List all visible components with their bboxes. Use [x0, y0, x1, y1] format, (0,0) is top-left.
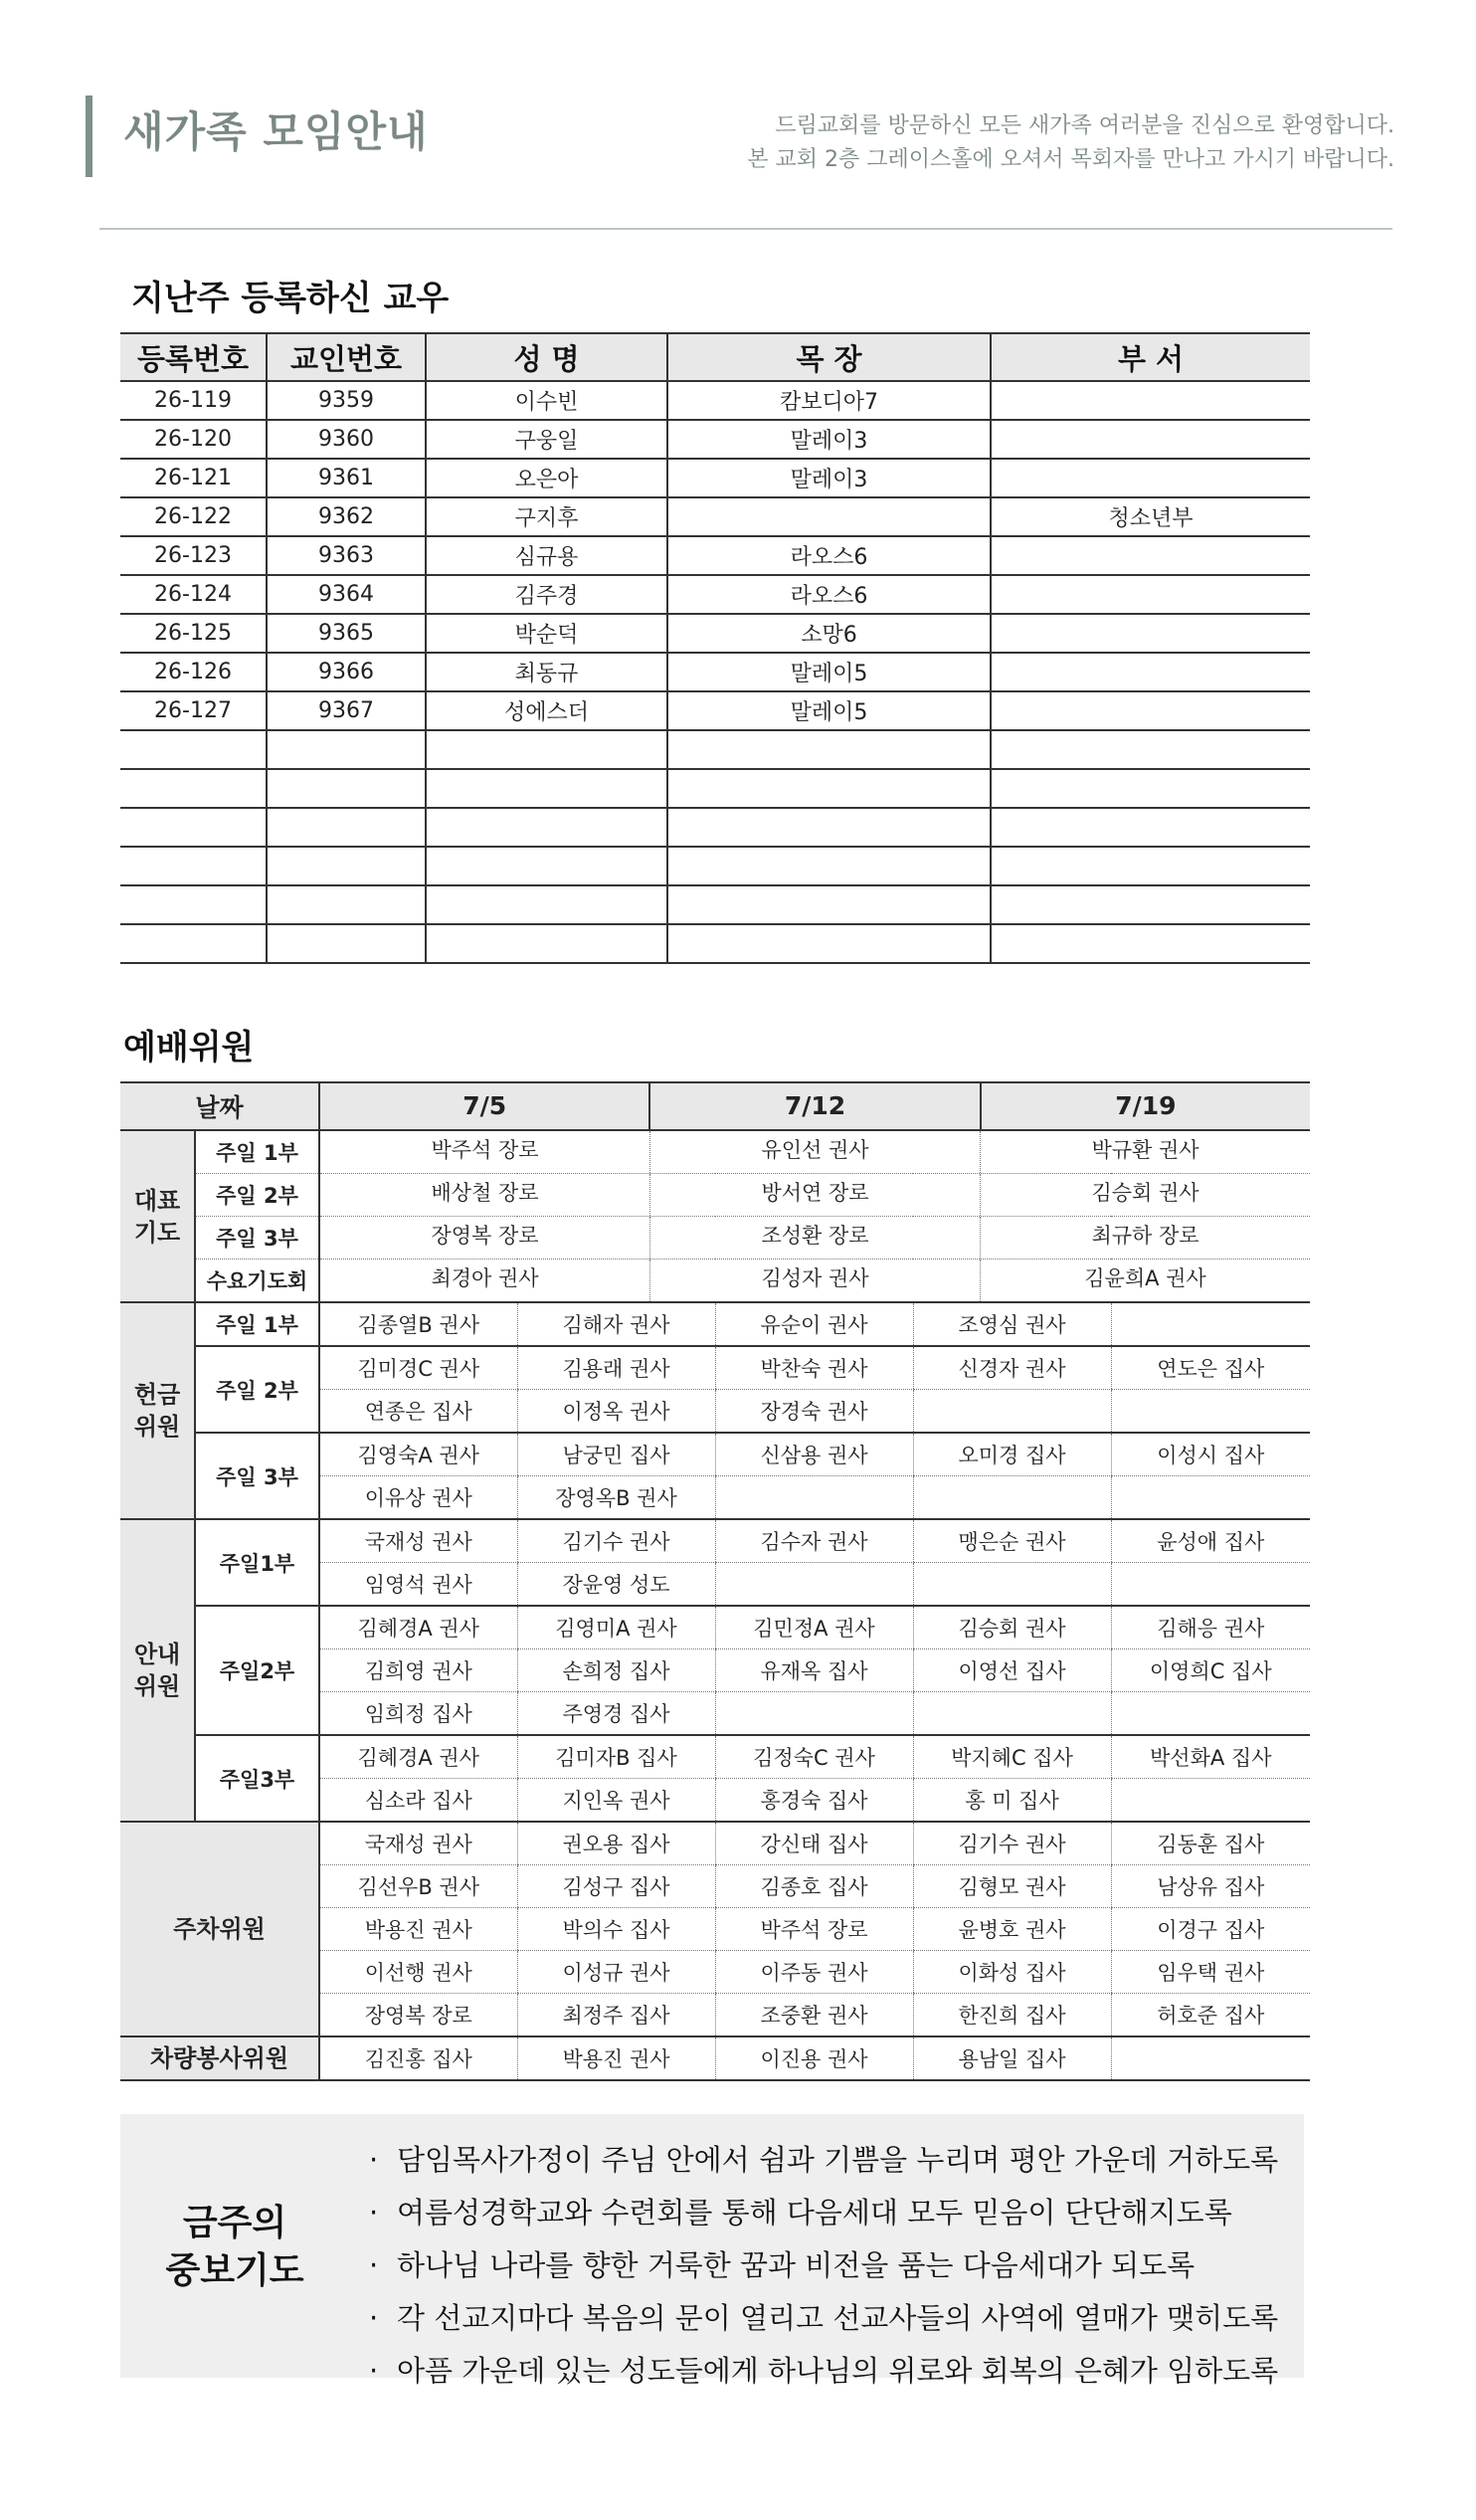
table-row	[120, 769, 1310, 808]
member-name: 임영석 권사	[319, 1563, 517, 1607]
table-cell	[991, 381, 1310, 420]
table-cell: 구웅일	[426, 420, 667, 459]
service-label: 주일 1부	[195, 1130, 319, 1174]
table-cell	[120, 847, 267, 885]
three-column-wrap	[320, 1083, 1310, 1129]
member-name: 임우택 권사	[1111, 1951, 1310, 1994]
prayer-item	[369, 2345, 1278, 2398]
member-name: 김성구 집사	[517, 1865, 715, 1908]
three-column-wrap	[320, 1260, 1310, 1301]
member-name: 이경구 집사	[1111, 1908, 1310, 1951]
table-cell: 심규용	[426, 536, 667, 575]
member-name: 김해응 권사	[1111, 1606, 1310, 1649]
table-row	[120, 691, 1310, 730]
member-name: 이영희C 집사	[1111, 1649, 1310, 1692]
table-cell	[991, 420, 1310, 459]
table-row	[120, 614, 1310, 653]
table-cell	[267, 885, 426, 924]
registration-table	[120, 332, 1310, 964]
date-header-row	[120, 1082, 1310, 1130]
parking-row	[120, 1822, 1310, 1865]
prayer-name	[319, 1260, 1310, 1303]
member-name: 박지혜C 집사	[913, 1735, 1111, 1779]
header-accent-bar	[86, 96, 92, 177]
prayer-name: 김윤희A 권사	[980, 1260, 1310, 1301]
page-title: 새가족 모임안내	[123, 107, 429, 156]
table-cell: 말레이3	[667, 420, 991, 459]
committee-row	[120, 1606, 1310, 1649]
worship-title: 예배위원	[123, 1028, 255, 1067]
table-cell: 9361	[267, 459, 426, 497]
prayer-row	[120, 1260, 1310, 1303]
member-name: 허호준 집사	[1111, 1994, 1310, 2037]
table-cell	[426, 808, 667, 847]
table-cell: 말레이3	[667, 459, 991, 497]
member-name: 김민정A 권사	[715, 1606, 913, 1649]
member-name: 김정숙C 권사	[715, 1735, 913, 1779]
table-cell	[667, 885, 991, 924]
table-cell: 박순덕	[426, 614, 667, 653]
member-name: 김기수 권사	[913, 1822, 1111, 1865]
table-row	[120, 730, 1310, 769]
table-row	[120, 847, 1310, 885]
table-cell	[667, 497, 991, 536]
table-cell: 26-122	[120, 497, 267, 536]
table-row	[120, 459, 1310, 497]
prayer-item-text: 담임목사가정이 주님 안에서 쉼과 기쁨을 누리며 평안 가운데 거하도록	[397, 2143, 1279, 2177]
prayer-item-text: 각 선교지마다 복음의 문이 열리고 선교사들의 사역에 열매가 맺히도록	[397, 2301, 1279, 2335]
table-cell: 구지후	[426, 497, 667, 536]
member-name: 지인옥 권사	[517, 1779, 715, 1823]
table-cell	[667, 924, 991, 963]
table-row	[120, 575, 1310, 614]
prayer-name: 박규환 권사	[980, 1131, 1310, 1173]
prayer-name: 김승회 권사	[980, 1174, 1310, 1216]
member-name	[1111, 1563, 1310, 1607]
table-row	[120, 885, 1310, 924]
prayer-title-line-2: 중보기도	[165, 2250, 304, 2291]
committee-row	[120, 1735, 1310, 1779]
bullet-dot: ·	[369, 2354, 379, 2388]
table-cell	[120, 808, 267, 847]
member-name: 김미자B 집사	[517, 1735, 715, 1779]
member-name: 윤성애 집사	[1111, 1519, 1310, 1563]
bullet-dot: ·	[369, 2143, 379, 2177]
prayer-row	[120, 1130, 1310, 1174]
group-label-ushers: 안내 위원	[120, 1519, 195, 1822]
table-cell	[120, 924, 267, 963]
vehicle-row	[120, 2036, 1310, 2080]
table-cell: 9362	[267, 497, 426, 536]
service-label: 주일1부	[195, 1519, 319, 1606]
table-cell	[991, 653, 1310, 691]
service-label: 주일3부	[195, 1735, 319, 1822]
table-cell	[991, 459, 1310, 497]
table-cell: 캄보디아7	[667, 381, 991, 420]
member-name: 박용진 권사	[517, 2036, 715, 2080]
member-name: 장영복 장로	[319, 1994, 517, 2037]
member-name: 장윤영 성도	[517, 1563, 715, 1607]
table-cell	[991, 769, 1310, 808]
member-name: 이정옥 권사	[517, 1390, 715, 1434]
member-name: 박의수 집사	[517, 1908, 715, 1951]
table-cell: 라오스6	[667, 536, 991, 575]
member-name: 이진용 권사	[715, 2036, 913, 2080]
member-name: 김동훈 집사	[1111, 1822, 1310, 1865]
member-name: 이유상 권사	[319, 1476, 517, 1520]
member-name: 손희정 집사	[517, 1649, 715, 1692]
column-header: 부 서	[991, 333, 1310, 381]
welcome-message	[747, 109, 1394, 177]
member-name: 김진홍 집사	[319, 2036, 517, 2080]
table-cell: 26-123	[120, 536, 267, 575]
committee-row	[120, 1519, 1310, 1563]
table-cell	[667, 730, 991, 769]
service-label: 주일 1부	[195, 1302, 319, 1346]
prayer-name: 방서연 장로	[649, 1174, 980, 1216]
member-name: 박선화A 집사	[1111, 1735, 1310, 1779]
intercessory-prayer-box	[120, 2114, 1304, 2388]
table-cell: 9364	[267, 575, 426, 614]
table-cell: 9363	[267, 536, 426, 575]
table-cell: 9359	[267, 381, 426, 420]
three-column-wrap	[320, 1131, 1310, 1173]
prayer-name: 배상철 장로	[431, 1181, 539, 1205]
member-name: 김미경C 권사	[319, 1346, 517, 1390]
three-column-wrap	[320, 1217, 1310, 1259]
table-cell: 26-121	[120, 459, 267, 497]
prayer-item-text: 아픔 가운데 있는 성도들에게 하나님의 위로와 회복의 은혜가 임하도록	[397, 2354, 1279, 2388]
table-cell	[991, 536, 1310, 575]
table-cell	[267, 847, 426, 885]
prayer-item-text: 하나님 나라를 향한 거룩한 꿈과 비전을 품는 다음세대가 되도록	[397, 2248, 1196, 2282]
member-name	[913, 1390, 1111, 1434]
table-row	[120, 924, 1310, 963]
table-cell	[991, 730, 1310, 769]
table-cell	[991, 847, 1310, 885]
member-name: 김혜경A 권사	[319, 1735, 517, 1779]
table-cell: 9366	[267, 653, 426, 691]
prayer-title	[160, 2200, 309, 2295]
bullet-dot: ·	[369, 2301, 379, 2335]
service-label: 주일 3부	[195, 1217, 319, 1260]
member-name	[1111, 1779, 1310, 1823]
date-header	[319, 1082, 1310, 1130]
date-header: 7/5	[462, 1091, 507, 1120]
member-name: 김종열B 권사	[319, 1302, 517, 1346]
table-cell: 26-125	[120, 614, 267, 653]
member-name: 윤병호 권사	[913, 1908, 1111, 1951]
welcome-line-2: 본 교회 2층 그레이스홀에 오셔서 목회자를 만나고 가시기 바랍니다.	[747, 147, 1394, 172]
table-cell: 최동규	[426, 653, 667, 691]
member-name	[1111, 1302, 1310, 1346]
prayer-name: 박주석 장로	[431, 1138, 539, 1162]
table-cell	[267, 769, 426, 808]
table-cell: 26-119	[120, 381, 267, 420]
welcome-line-1: 드림교회를 방문하신 모든 새가족 여러분을 진심으로 환영합니다.	[775, 113, 1394, 138]
member-name: 김형모 권사	[913, 1865, 1111, 1908]
prayer-name: 유인선 권사	[649, 1131, 980, 1173]
table-cell: 9367	[267, 691, 426, 730]
table-cell	[991, 691, 1310, 730]
table-cell	[120, 730, 267, 769]
member-name: 오미경 집사	[913, 1433, 1111, 1476]
member-name: 이화성 집사	[913, 1951, 1111, 1994]
table-cell: 말레이5	[667, 653, 991, 691]
table-cell	[667, 847, 991, 885]
member-name: 박주석 장로	[715, 1908, 913, 1951]
member-name	[715, 1692, 913, 1736]
member-name: 김용래 권사	[517, 1346, 715, 1390]
prayer-name	[319, 1217, 1310, 1260]
member-name: 홍경숙 집사	[715, 1779, 913, 1823]
member-name: 김희영 권사	[319, 1649, 517, 1692]
member-name: 임희정 집사	[319, 1692, 517, 1736]
member-name: 권오용 집사	[517, 1822, 715, 1865]
prayer-title-line-1: 금주의	[182, 2203, 287, 2243]
worship-table	[120, 1081, 1310, 2081]
prayer-name: 최경아 권사	[431, 1266, 539, 1290]
three-column-wrap	[320, 1174, 1310, 1216]
table-cell: 오은아	[426, 459, 667, 497]
member-name: 김선우B 권사	[319, 1865, 517, 1908]
table-row	[120, 497, 1310, 536]
member-name: 장경숙 권사	[715, 1390, 913, 1434]
table-cell	[991, 808, 1310, 847]
member-name	[715, 1563, 913, 1607]
table-cell	[426, 769, 667, 808]
registration-title: 지난주 등록하신 교우	[131, 279, 450, 318]
table-cell: 26-126	[120, 653, 267, 691]
prayer-list	[369, 2134, 1278, 2398]
table-cell: 라오스6	[667, 575, 991, 614]
table-cell: 김주경	[426, 575, 667, 614]
service-label: 주일 2부	[195, 1174, 319, 1217]
service-label: 주일2부	[195, 1606, 319, 1735]
member-name	[1111, 1390, 1310, 1434]
member-name: 신경자 권사	[913, 1346, 1111, 1390]
member-name: 김해자 권사	[517, 1302, 715, 1346]
table-cell: 9365	[267, 614, 426, 653]
member-name	[913, 1476, 1111, 1520]
member-name: 이성규 권사	[517, 1951, 715, 1994]
group-label-vehicle: 차량봉사위원	[120, 2036, 319, 2080]
date-header: 7/19	[980, 1083, 1310, 1129]
date-header: 7/12	[648, 1083, 979, 1129]
bullet-dot: ·	[369, 2196, 379, 2229]
table-cell: 청소년부	[991, 497, 1310, 536]
member-name	[913, 1563, 1111, 1607]
service-label: 주일 3부	[195, 1433, 319, 1519]
table-cell	[426, 885, 667, 924]
table-cell	[426, 924, 667, 963]
table-cell: 9360	[267, 420, 426, 459]
prayer-item	[369, 2292, 1278, 2345]
service-label: 주일 2부	[195, 1346, 319, 1433]
table-row	[120, 653, 1310, 691]
member-name	[1111, 1692, 1310, 1736]
table-row	[120, 536, 1310, 575]
member-name: 김혜경A 권사	[319, 1606, 517, 1649]
table-cell: 26-124	[120, 575, 267, 614]
prayer-item	[369, 2187, 1278, 2239]
prayer-name: 김성자 권사	[649, 1260, 980, 1301]
member-name: 맹은순 권사	[913, 1519, 1111, 1563]
member-name	[1111, 1476, 1310, 1520]
table-cell	[120, 769, 267, 808]
bullet-dot: ·	[369, 2248, 379, 2282]
table-cell	[991, 885, 1310, 924]
table-cell	[120, 885, 267, 924]
member-name: 한진희 집사	[913, 1994, 1111, 2037]
prayer-item	[369, 2239, 1278, 2292]
table-cell	[667, 808, 991, 847]
member-name: 박용진 권사	[319, 1908, 517, 1951]
member-name: 남상유 집사	[1111, 1865, 1310, 1908]
member-name: 최정주 집사	[517, 1994, 715, 2037]
member-name: 심소라 집사	[319, 1779, 517, 1823]
member-name: 김승회 권사	[913, 1606, 1111, 1649]
table-row	[120, 808, 1310, 847]
member-name: 홍 미 집사	[913, 1779, 1111, 1823]
date-label: 날짜	[120, 1082, 319, 1130]
member-name: 유순이 권사	[715, 1302, 913, 1346]
column-header: 성 명	[426, 333, 667, 381]
prayer-row	[120, 1174, 1310, 1217]
prayer-name	[319, 1174, 1310, 1217]
table-cell	[667, 769, 991, 808]
prayer-name: 조성환 장로	[649, 1217, 980, 1259]
member-name: 연도은 집사	[1111, 1346, 1310, 1390]
member-name: 유재옥 집사	[715, 1649, 913, 1692]
member-name: 국재성 권사	[319, 1822, 517, 1865]
member-name: 이선행 권사	[319, 1951, 517, 1994]
member-name: 연종은 집사	[319, 1390, 517, 1434]
table-cell: 26-120	[120, 420, 267, 459]
member-name: 용남일 집사	[913, 2036, 1111, 2080]
service-label: 수요기도회	[195, 1260, 319, 1303]
member-name: 국재성 권사	[319, 1519, 517, 1563]
table-cell	[267, 808, 426, 847]
column-header: 목 장	[667, 333, 991, 381]
committee-row	[120, 1302, 1310, 1346]
column-header: 교인번호	[267, 333, 426, 381]
table-cell	[991, 924, 1310, 963]
member-name: 김종호 집사	[715, 1865, 913, 1908]
member-name	[913, 1692, 1111, 1736]
member-name: 이성시 집사	[1111, 1433, 1310, 1476]
member-name: 김영미A 권사	[517, 1606, 715, 1649]
member-name: 주영경 집사	[517, 1692, 715, 1736]
member-name: 김수자 권사	[715, 1519, 913, 1563]
table-cell: 소망6	[667, 614, 991, 653]
member-name: 조영심 권사	[913, 1302, 1111, 1346]
table-row	[120, 420, 1310, 459]
table-cell: 26-127	[120, 691, 267, 730]
table-cell	[426, 847, 667, 885]
prayer-name	[319, 1130, 1310, 1174]
group-label-parking: 주차위원	[120, 1822, 319, 2036]
table-cell	[991, 575, 1310, 614]
header-divider	[99, 228, 1392, 230]
member-name: 이영선 집사	[913, 1649, 1111, 1692]
table-cell: 말레이5	[667, 691, 991, 730]
committee-row	[120, 1346, 1310, 1390]
committee-row	[120, 1433, 1310, 1476]
table-row	[120, 381, 1310, 420]
member-name: 박찬숙 권사	[715, 1346, 913, 1390]
group-label-offering: 헌금 위원	[120, 1302, 195, 1519]
member-name: 이주동 권사	[715, 1951, 913, 1994]
member-name: 장영옥B 권사	[517, 1476, 715, 1520]
table-cell: 이수빈	[426, 381, 667, 420]
group-label-prayer: 대표 기도	[120, 1130, 195, 1302]
prayer-item-text: 여름성경학교와 수련회를 통해 다음세대 모두 믿음이 단단해지도록	[397, 2196, 1232, 2229]
table-cell	[426, 730, 667, 769]
member-name: 조중환 권사	[715, 1994, 913, 2037]
prayer-row	[120, 1217, 1310, 1260]
member-name	[1111, 2036, 1310, 2080]
member-name: 남궁민 집사	[517, 1433, 715, 1476]
table-cell	[991, 614, 1310, 653]
prayer-name: 장영복 장로	[431, 1224, 539, 1248]
member-name: 신삼용 권사	[715, 1433, 913, 1476]
member-name: 김영숙A 권사	[319, 1433, 517, 1476]
member-name: 김기수 권사	[517, 1519, 715, 1563]
prayer-name: 최규하 장로	[980, 1217, 1310, 1259]
table-cell	[267, 924, 426, 963]
prayer-item	[369, 2134, 1278, 2187]
table-cell: 성에스더	[426, 691, 667, 730]
member-name	[715, 1476, 913, 1520]
member-name: 강신태 집사	[715, 1822, 913, 1865]
table-cell	[267, 730, 426, 769]
column-header: 등록번호	[120, 333, 267, 381]
